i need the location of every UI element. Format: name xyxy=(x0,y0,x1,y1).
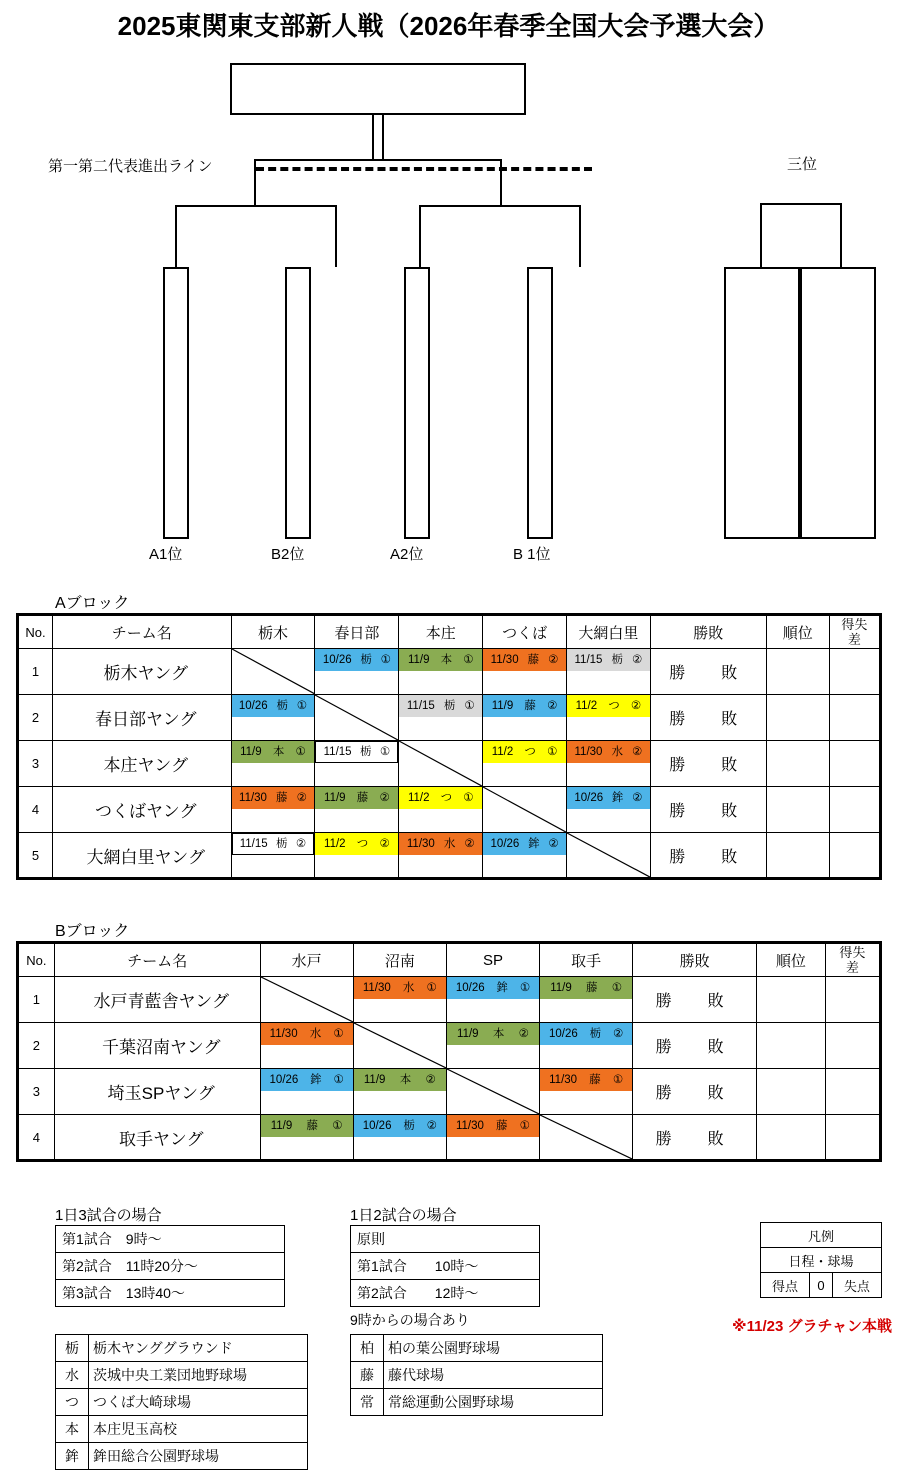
match-cell xyxy=(567,649,651,695)
venue-key: 常 xyxy=(351,1389,384,1416)
venue-key-table-right xyxy=(350,1334,603,1416)
diagonal-cell xyxy=(353,1023,446,1069)
result-cell: 勝 敗 xyxy=(650,695,766,741)
venue-name: つくば大崎球場 xyxy=(89,1389,308,1416)
match-venue-key: 鉾 xyxy=(496,982,508,994)
legend-score-for: 得点 xyxy=(761,1273,810,1298)
match-venue-key: 鉾 xyxy=(310,1074,322,1086)
match-date: 11/2 xyxy=(575,700,598,712)
match-venue-key: 藤 xyxy=(524,700,536,712)
legend-schedule-row: 日程・球場 xyxy=(761,1248,882,1273)
match-order: ① xyxy=(379,746,391,758)
row-number: 2 xyxy=(18,695,53,741)
match-order: ② xyxy=(612,1028,624,1040)
match-date: 10/26 xyxy=(269,1074,299,1086)
result-cell: 勝 敗 xyxy=(633,1115,757,1161)
match-cell xyxy=(231,695,315,741)
venue-key: 本 xyxy=(56,1416,89,1443)
venue-name: 茨城中央工業団地野球場 xyxy=(89,1362,308,1389)
col-header-opponent: 栃木 xyxy=(231,615,315,649)
match-order: ① xyxy=(611,982,623,994)
match-cell xyxy=(353,1069,446,1115)
team-name: 本庄ヤング xyxy=(52,741,231,787)
match-cell xyxy=(260,1069,353,1115)
match-venue-key: 水 xyxy=(443,838,456,850)
match-venue-key: 栃 xyxy=(589,1028,602,1040)
match-cell xyxy=(315,741,399,787)
match-date: 11/30 xyxy=(239,792,267,804)
result-cell: 勝 敗 xyxy=(650,741,766,787)
match-date: 11/30 xyxy=(490,654,519,666)
match-cell xyxy=(231,787,315,833)
bracket-seed-label-3: A2位 xyxy=(390,546,424,563)
diff-cell xyxy=(825,1023,880,1069)
rank-cell xyxy=(757,1069,826,1115)
table-row xyxy=(18,741,881,787)
match-cell xyxy=(446,977,539,1023)
bracket-seed-label-1: A1位 xyxy=(149,546,183,563)
diagonal-cell xyxy=(540,1115,633,1161)
match-date: 11/2 xyxy=(407,792,430,804)
table-row xyxy=(18,695,881,741)
match-date: 11/30 xyxy=(574,746,603,758)
match-cell xyxy=(567,741,651,787)
match-order: ② xyxy=(632,792,643,804)
match-order: ① xyxy=(463,792,474,804)
match-date: 11/9 xyxy=(407,654,430,666)
match-venue-key: 本 xyxy=(272,746,285,758)
match-date: 10/26 xyxy=(490,838,520,850)
match-date: 11/30 xyxy=(455,1120,484,1132)
match-venue-key: 栃 xyxy=(360,654,372,666)
third-place-bar xyxy=(760,203,842,205)
match-cell xyxy=(446,1023,539,1069)
col-header-opponent: SP xyxy=(446,943,539,977)
rank-cell xyxy=(766,833,829,879)
col-header-opponent: つくば xyxy=(483,615,567,649)
match-date: 10/26 xyxy=(455,982,485,994)
col-header-no: No. xyxy=(18,943,55,977)
diagonal-cell xyxy=(231,649,315,695)
match-date: 10/26 xyxy=(238,700,268,712)
result-cell: 勝 敗 xyxy=(633,1023,757,1069)
match-venue-key: つ xyxy=(356,838,369,850)
diagonal-cell xyxy=(315,695,399,741)
match-date: 11/9 xyxy=(550,982,572,994)
match-order: ② xyxy=(464,838,475,850)
match-venue-key: 藤 xyxy=(276,792,288,804)
match-cell xyxy=(567,695,651,741)
rank-cell xyxy=(766,741,829,787)
venue-row xyxy=(351,1335,603,1362)
match-order: ② xyxy=(425,1074,436,1086)
venue-name: 鉾田総合公園野球場 xyxy=(89,1443,308,1470)
match-date: 11/15 xyxy=(323,746,352,758)
team-name: 栃木ヤング xyxy=(52,649,231,695)
team-name: 水戸青藍舎ヤング xyxy=(54,977,260,1023)
col-header-rank: 順位 xyxy=(757,943,826,977)
bracket-connector-right-bar xyxy=(419,205,581,207)
match-cell xyxy=(399,787,483,833)
match-venue-key: 栃 xyxy=(611,654,623,666)
match-cell xyxy=(260,1023,353,1069)
match-cell xyxy=(540,1069,633,1115)
third-place-box-left xyxy=(724,267,800,539)
match-order: ① xyxy=(547,746,558,758)
diagonal-cell xyxy=(446,1069,539,1115)
col-header-opponent: 本庄 xyxy=(399,615,483,649)
third-place-right-drop xyxy=(840,203,842,269)
schedule-2games-box xyxy=(350,1225,540,1333)
match-venue-key: 栃 xyxy=(443,700,456,712)
legend-score-against: 失点 xyxy=(832,1273,881,1298)
third-place-label: 三位 xyxy=(787,156,818,173)
row-number: 2 xyxy=(18,1023,55,1069)
match-order: ① xyxy=(464,700,475,712)
schedule-2games-label: 1日2試合の場合 xyxy=(350,1207,457,1224)
venue-key: 水 xyxy=(56,1362,89,1389)
match-cell xyxy=(399,649,483,695)
match-venue-key: 藤 xyxy=(356,792,369,804)
bracket-connector-left-a xyxy=(175,205,177,267)
match-date: 10/26 xyxy=(549,1028,578,1040)
team-name: 春日部ヤング xyxy=(52,695,231,741)
rank-cell xyxy=(757,1023,826,1069)
match-venue-key: 本 xyxy=(492,1028,505,1040)
match-venue-key: 藤 xyxy=(496,1120,508,1132)
diagonal-cell xyxy=(399,741,483,787)
match-venue-key: 栃 xyxy=(276,838,288,850)
page-title: 2025東関東支部新人戦（2026年春季全国大会予選大会） xyxy=(117,11,780,41)
match-date: 10/26 xyxy=(322,654,352,666)
result-cell: 勝 敗 xyxy=(633,977,757,1023)
col-header-diff: 得失 差 xyxy=(825,943,880,977)
diff-cell xyxy=(829,833,880,879)
venue-name: 栃木ヤンググラウンド xyxy=(89,1335,308,1362)
bracket-qualification-dashed-line xyxy=(256,167,592,171)
third-place-box-right xyxy=(800,267,876,539)
match-cell xyxy=(446,1115,539,1161)
match-order: ① xyxy=(463,654,474,666)
match-venue-key: 本 xyxy=(440,654,453,666)
col-header-opponent: 取手 xyxy=(540,943,633,977)
venue-key: 栃 xyxy=(56,1335,89,1362)
match-order: ② xyxy=(548,654,559,666)
match-cell xyxy=(483,833,567,879)
bracket-connector-right-a xyxy=(419,205,421,267)
bracket-connector-left-bar xyxy=(175,205,337,207)
result-cell: 勝 敗 xyxy=(650,649,766,695)
table-row xyxy=(18,649,881,695)
col-header-team: チーム名 xyxy=(52,615,231,649)
block-a-table xyxy=(16,613,882,880)
schedule-3games-row: 第3試合 13時40～ xyxy=(62,1285,185,1301)
match-order: ① xyxy=(296,700,308,712)
team-name: 千葉沼南ヤング xyxy=(54,1023,260,1069)
diff-cell xyxy=(829,787,880,833)
venue-name: 藤代球場 xyxy=(384,1362,603,1389)
match-venue-key: つ xyxy=(608,700,620,712)
diff-cell xyxy=(825,1069,880,1115)
match-venue-key: 水 xyxy=(402,982,415,994)
schedule-2games-row: 第1試合 10時～ xyxy=(350,1252,540,1279)
venue-key: 柏 xyxy=(351,1335,384,1362)
rank-cell xyxy=(766,649,829,695)
match-cell xyxy=(231,833,315,879)
match-cell xyxy=(399,695,483,741)
row-number: 4 xyxy=(18,1115,55,1161)
diff-cell xyxy=(829,649,880,695)
rank-cell xyxy=(757,1115,826,1161)
diff-cell xyxy=(825,1115,880,1161)
col-header-opponent: 大網白里 xyxy=(567,615,651,649)
match-order: ① xyxy=(519,982,531,994)
match-date: 11/9 xyxy=(240,746,262,758)
row-number: 4 xyxy=(18,787,53,833)
match-venue-key: 鉾 xyxy=(528,838,540,850)
diff-cell xyxy=(825,977,880,1023)
bracket-box-seed-3 xyxy=(404,267,430,539)
bracket-connector-champion-stem-right xyxy=(382,115,384,161)
match-date: 11/2 xyxy=(491,746,514,758)
bracket-box-seed-4 xyxy=(527,267,553,539)
venue-row xyxy=(56,1362,308,1389)
match-order: ② xyxy=(379,792,390,804)
match-order: ① xyxy=(612,1074,624,1086)
venue-key: 鉾 xyxy=(56,1443,89,1470)
match-date: 10/26 xyxy=(362,1120,392,1132)
col-header-diff: 得失 差 xyxy=(829,615,880,649)
match-venue-key: 藤 xyxy=(586,982,598,994)
diagonal-cell xyxy=(483,787,567,833)
col-header-result: 勝敗 xyxy=(650,615,766,649)
match-order: ② xyxy=(379,838,390,850)
match-date: 11/30 xyxy=(406,838,435,850)
match-order: ① xyxy=(380,654,391,666)
bracket-seed-label-2: B2位 xyxy=(271,546,305,563)
match-order: ② xyxy=(426,1120,437,1132)
rank-cell xyxy=(766,695,829,741)
third-place-left-drop xyxy=(760,203,762,269)
rank-cell xyxy=(766,787,829,833)
tournament-bracket xyxy=(0,55,897,575)
venue-row xyxy=(56,1335,308,1362)
match-date: 11/9 xyxy=(363,1074,386,1086)
match-venue-key: 水 xyxy=(611,746,623,758)
bracket-box-champion xyxy=(230,63,526,115)
match-date: 11/9 xyxy=(270,1120,293,1132)
match-cell xyxy=(540,1023,633,1069)
match-order: ① xyxy=(295,746,306,758)
match-venue-key: 鉾 xyxy=(611,792,624,804)
venue-key-table-left xyxy=(55,1334,308,1470)
schedule-2games-row: 9時からの場合あり xyxy=(350,1312,470,1328)
bracket-seed-label-4: B 1位 xyxy=(513,546,551,563)
match-order: ① xyxy=(332,1120,343,1132)
match-date: 11/2 xyxy=(324,838,346,850)
result-cell: 勝 敗 xyxy=(650,833,766,879)
match-cell xyxy=(399,833,483,879)
team-name: 埼玉SPヤング xyxy=(54,1069,260,1115)
schedule-3games-label: 1日3試合の場合 xyxy=(55,1207,162,1224)
bracket-box-seed-1 xyxy=(163,267,189,539)
match-date: 11/9 xyxy=(491,700,514,712)
venue-row xyxy=(56,1389,308,1416)
row-number: 1 xyxy=(18,977,55,1023)
match-cell xyxy=(353,977,446,1023)
match-venue-key: 栃 xyxy=(403,1120,415,1132)
rank-cell xyxy=(757,977,826,1023)
diff-cell xyxy=(829,741,880,787)
grachan-note: ※11/23 グラチャン本戦 xyxy=(732,1318,893,1335)
match-order: ② xyxy=(632,746,643,758)
table-row xyxy=(18,787,881,833)
match-order: ② xyxy=(547,700,558,712)
match-order: ② xyxy=(295,838,307,850)
match-date: 11/9 xyxy=(457,1028,479,1040)
match-order: ① xyxy=(333,1074,344,1086)
table-row xyxy=(18,833,881,879)
block-a-label: Aブロック xyxy=(55,595,130,612)
match-date: 11/30 xyxy=(269,1028,298,1040)
match-cell xyxy=(483,741,567,787)
venue-name: 常総運動公園野球場 xyxy=(384,1389,603,1416)
row-number: 3 xyxy=(18,741,53,787)
col-header-opponent: 春日部 xyxy=(315,615,399,649)
match-venue-key: 本 xyxy=(399,1074,412,1086)
result-cell: 勝 敗 xyxy=(650,787,766,833)
row-number: 3 xyxy=(18,1069,55,1115)
match-order: ② xyxy=(630,700,642,712)
match-venue-key: 水 xyxy=(309,1028,322,1040)
col-header-result: 勝敗 xyxy=(633,943,757,977)
col-header-opponent: 水戸 xyxy=(260,943,353,977)
team-name: 大網白里ヤング xyxy=(52,833,231,879)
match-date: 11/30 xyxy=(362,982,391,994)
diff-cell xyxy=(829,695,880,741)
match-order: ① xyxy=(519,1120,530,1132)
schedule-3games-row: 第1試合 9時～ xyxy=(56,1226,284,1253)
venue-row xyxy=(56,1416,308,1443)
match-cell xyxy=(353,1115,446,1161)
match-date: 11/15 xyxy=(574,654,603,666)
bracket-connector-semifinal-bar xyxy=(254,159,502,161)
match-venue-key: 藤 xyxy=(306,1120,319,1132)
team-name: つくばヤング xyxy=(52,787,231,833)
bracket-box-seed-2 xyxy=(285,267,311,539)
match-venue-key: 藤 xyxy=(589,1074,601,1086)
table-row xyxy=(18,1069,881,1115)
legend-table xyxy=(760,1222,882,1298)
venue-row xyxy=(56,1443,308,1470)
match-cell xyxy=(483,649,567,695)
match-order: ① xyxy=(426,982,437,994)
match-date: 10/26 xyxy=(574,792,604,804)
col-header-no: No. xyxy=(18,615,53,649)
match-order: ② xyxy=(296,792,307,804)
bracket-qualification-label: 第一第二代表進出ライン xyxy=(48,158,213,175)
match-venue-key: 栃 xyxy=(276,700,288,712)
match-venue-key: 藤 xyxy=(527,654,540,666)
match-cell xyxy=(260,1115,353,1161)
match-order: ② xyxy=(632,654,643,666)
col-header-rank: 順位 xyxy=(766,615,829,649)
venue-row xyxy=(351,1389,603,1416)
venue-name: 柏の葉公園野球場 xyxy=(384,1335,603,1362)
match-date: 11/30 xyxy=(549,1074,578,1086)
venue-key: 藤 xyxy=(351,1362,384,1389)
schedule-2games-row: 原則 xyxy=(350,1225,540,1252)
bracket-connector-champion-stem-left xyxy=(372,115,374,161)
schedule-3games-row: 第2試合 11時20分～ xyxy=(56,1253,284,1280)
match-cell xyxy=(231,741,315,787)
match-order: ② xyxy=(548,838,559,850)
col-header-team: チーム名 xyxy=(54,943,260,977)
table-row xyxy=(18,1023,881,1069)
match-cell xyxy=(315,649,399,695)
bracket-connector-left-b xyxy=(335,205,337,267)
match-cell xyxy=(567,787,651,833)
row-number: 1 xyxy=(18,649,53,695)
match-venue-key: つ xyxy=(440,792,453,804)
result-cell: 勝 敗 xyxy=(633,1069,757,1115)
bracket-connector-right-b xyxy=(579,205,581,267)
schedule-3games-box xyxy=(55,1225,285,1307)
venue-name: 本庄児玉高校 xyxy=(89,1416,308,1443)
team-name: 取手ヤング xyxy=(54,1115,260,1161)
match-date: 11/15 xyxy=(239,838,268,850)
legend-score-value: 0 xyxy=(810,1273,833,1298)
table-row xyxy=(18,977,881,1023)
schedule-2games-row: 第2試合 12時～ xyxy=(350,1279,540,1307)
match-cell xyxy=(315,787,399,833)
match-order: ① xyxy=(333,1028,344,1040)
block-b-label: Bブロック xyxy=(55,923,130,940)
legend-title: 凡例 xyxy=(761,1223,882,1248)
block-b-table xyxy=(16,941,882,1162)
match-order: ② xyxy=(518,1028,529,1040)
match-cell xyxy=(540,977,633,1023)
diagonal-cell xyxy=(260,977,353,1023)
venue-row xyxy=(351,1362,603,1389)
table-row xyxy=(18,1115,881,1161)
match-venue-key: つ xyxy=(524,746,536,758)
match-cell xyxy=(315,833,399,879)
col-header-opponent: 沼南 xyxy=(353,943,446,977)
row-number: 5 xyxy=(18,833,53,879)
match-date: 11/15 xyxy=(406,700,435,712)
diagonal-cell xyxy=(567,833,651,879)
match-date: 11/9 xyxy=(324,792,346,804)
venue-key: つ xyxy=(56,1389,89,1416)
match-cell xyxy=(483,695,567,741)
match-venue-key: 栃 xyxy=(359,746,372,758)
